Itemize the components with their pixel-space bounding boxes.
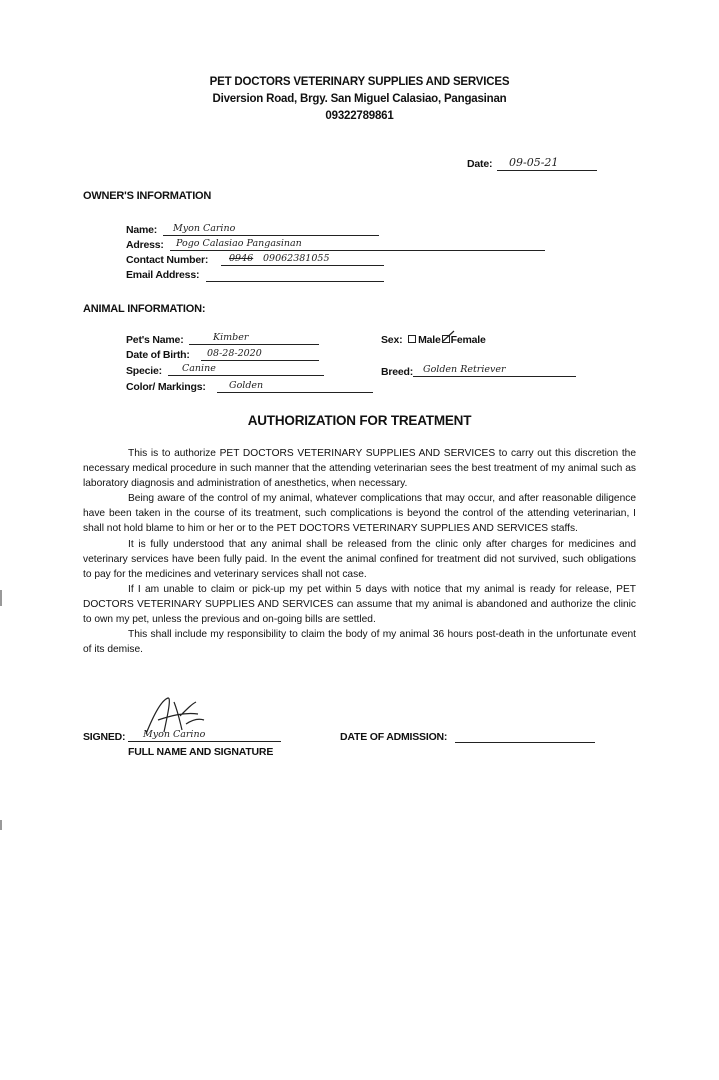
signature-caption: FULL NAME AND SIGNATURE xyxy=(128,746,274,758)
email-label: Email Address: xyxy=(126,269,200,281)
scan-edge-mark xyxy=(0,590,2,606)
breed-field xyxy=(413,363,576,377)
admission-label: DATE OF ADMISSION: xyxy=(340,731,448,743)
contact-field xyxy=(221,252,384,266)
owner-heading: OWNER'S INFORMATION xyxy=(83,190,212,202)
paragraph-5: This shall include my responsibility to claim the body of my animal 36 hours post-death in the unfortunate event of its demise. xyxy=(83,629,636,656)
paragraph-3: It is fully understood that any animal shall be released from the clinic only after charges for medicines and veterinary services have been fully paid. In the event the animal confined for treatment did not survived, such obligations to pay for the medicines and veterinary services shall not case. xyxy=(83,538,636,580)
dob-label: Date of Birth: xyxy=(126,349,190,361)
company-phone: 09322789861 xyxy=(325,110,394,122)
male-checkbox[interactable] xyxy=(408,335,416,343)
date-field xyxy=(497,157,597,171)
check-mark-icon xyxy=(441,330,455,344)
signed-label: SIGNED: xyxy=(83,731,126,743)
breed-value: Golden Retriever xyxy=(423,364,506,375)
date-label: Date: xyxy=(467,158,493,170)
animal-heading: ANIMAL INFORMATION: xyxy=(83,303,206,315)
specie-value: Canine xyxy=(182,363,216,374)
specie-label: Specie: xyxy=(126,365,162,377)
email-field xyxy=(206,268,384,282)
owner-address-field xyxy=(170,237,545,251)
owner-name-field xyxy=(163,222,379,236)
pet-name-value: Kimber xyxy=(213,332,249,343)
authorization-title: AUTHORIZATION FOR TREATMENT xyxy=(247,413,472,428)
admission-field xyxy=(455,729,595,743)
date-value: 09-05-21 xyxy=(509,156,559,169)
owner-name-label: Name: xyxy=(126,224,158,236)
dob-value: 08-28-2020 xyxy=(207,348,262,359)
scan-edge-mark xyxy=(0,820,2,830)
breed-label: Breed: xyxy=(381,366,414,378)
signed-value: Myon Carino xyxy=(143,729,206,740)
company-address: Diversion Road, Brgy. San Miguel Calasiao, Pangasinan xyxy=(212,93,507,105)
owner-address-value: Pogo Calasiao Pangasinan xyxy=(176,238,302,249)
contact-value: 09062381055 xyxy=(263,253,330,264)
color-field xyxy=(217,379,373,393)
female-checkbox[interactable] xyxy=(442,335,450,343)
owner-name-value: Myon Carino xyxy=(173,223,236,234)
pet-name-label: Pet's Name: xyxy=(126,334,184,346)
female-label: Female xyxy=(450,334,486,346)
specie-field xyxy=(168,362,324,376)
contact-struck-value: 0946 xyxy=(229,253,254,264)
male-label: Male xyxy=(418,334,441,346)
paragraph-4: If I am unable to claim or pick-up my pet within 5 days with notice that my animal is ready for release, PET DOCTORS VETERINARY SUPPLIES AND SERVICES can assume that my animal is abandoned and authorize the clinic to own my pet, unless the previous and on-going bills are settled. xyxy=(83,583,636,626)
owner-address-label: Adress: xyxy=(126,239,164,251)
signature-field xyxy=(128,728,281,742)
color-label: Color/ Markings: xyxy=(126,381,206,393)
authorization-body xyxy=(83,446,636,657)
sex-row xyxy=(381,334,486,346)
sex-label: Sex: xyxy=(381,334,403,346)
paragraph-1: This is to authorize PET DOCTORS VETERINARY SUPPLIES AND SERVICES to carry out this discretion the necessary medical procedure in such manner that the attending veterinarian sees the best treatment of my animal such as laboratory diagnosis and administration of anesthetics, when necessary. xyxy=(83,448,636,490)
paragraph-2: Being aware of the control of my animal, whatever complications that may occur, and after reasonable diligence have been taken in the course of its treatment, such complications is beyond the control of the attending veterinarian, I shall not hold blame to him or her or to the PET DOCTORS VETERINARY SUPPLIES AND SERVICES staffs. xyxy=(83,493,636,535)
contact-label: Contact Number: xyxy=(126,254,209,266)
dob-field xyxy=(201,347,319,361)
company-name: PET DOCTORS VETERINARY SUPPLIES AND SERVICES xyxy=(209,76,510,88)
color-value: Golden xyxy=(229,380,264,391)
pet-name-field xyxy=(189,331,319,345)
